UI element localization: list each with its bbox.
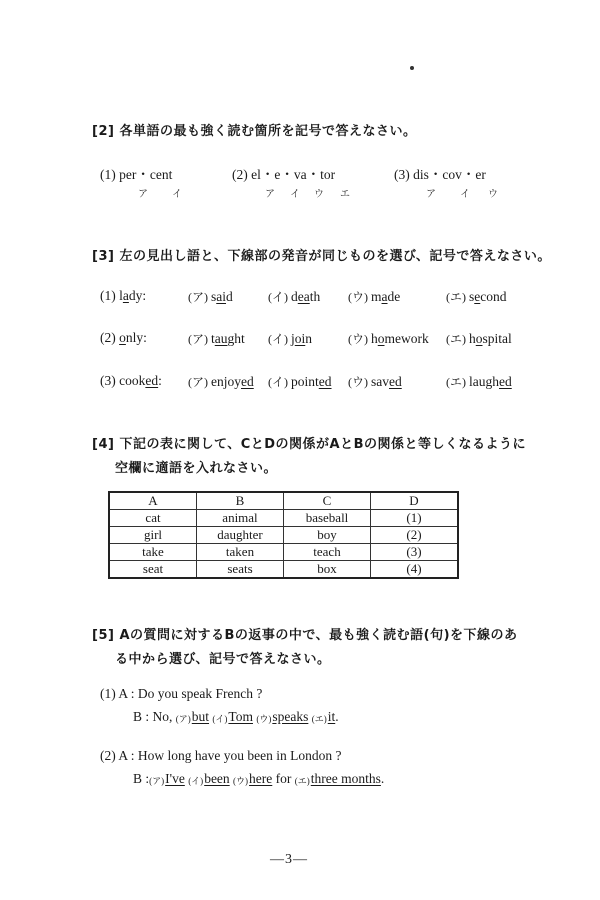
word-part: th bbox=[309, 289, 321, 304]
word-part: spital bbox=[482, 331, 512, 346]
table-header: D bbox=[371, 492, 459, 510]
table-row bbox=[109, 544, 458, 561]
choice-label: (エ) bbox=[294, 776, 310, 786]
option-label: (ウ) bbox=[348, 375, 368, 389]
period: . bbox=[335, 709, 339, 724]
word-part: sav bbox=[371, 374, 389, 389]
word-part: enjoy bbox=[211, 374, 241, 389]
underlined-part: o bbox=[377, 331, 385, 346]
option-label: (ア) bbox=[188, 375, 208, 389]
s2-item-2 bbox=[232, 163, 335, 183]
underlined-part: a bbox=[122, 288, 129, 303]
word-part: nly: bbox=[125, 330, 147, 345]
s2-kana-u: ウ bbox=[488, 189, 498, 200]
table-header: B bbox=[197, 492, 284, 510]
s2-kana-a: ア bbox=[138, 189, 148, 200]
section-4-heading-cont: 空欄に適語を入れなさい。 bbox=[115, 461, 278, 476]
word-part: cook bbox=[119, 373, 146, 388]
s3-option bbox=[188, 288, 233, 305]
choice-label: (エ) bbox=[311, 714, 327, 724]
underlined-choice: but bbox=[191, 709, 210, 724]
option-label: (ア) bbox=[188, 332, 208, 346]
page-number: —3— bbox=[270, 852, 308, 867]
underlined-part: o bbox=[119, 330, 126, 345]
s3-option bbox=[446, 330, 512, 347]
option-label: (ウ) bbox=[348, 332, 368, 346]
s5-q2-line-b bbox=[133, 771, 384, 787]
table-header: C bbox=[284, 492, 371, 510]
period: . bbox=[380, 771, 385, 786]
underlined-part: a bbox=[381, 289, 388, 304]
stray-mark bbox=[410, 66, 414, 70]
underlined-choice: it bbox=[327, 709, 336, 724]
option-label: (エ) bbox=[446, 290, 466, 304]
answer-blank: (3) bbox=[371, 544, 459, 561]
speaker-a-line: A : Do you speak French ? bbox=[118, 686, 263, 701]
table-cell: animal bbox=[197, 510, 284, 527]
choice-label: (ア) bbox=[149, 776, 165, 786]
word-part: h bbox=[371, 331, 378, 346]
s2-item-3 bbox=[394, 163, 486, 183]
word-part: point bbox=[291, 374, 319, 389]
s3-option bbox=[446, 373, 512, 390]
underlined-choice: Tom bbox=[228, 709, 253, 724]
word-part: mework bbox=[384, 331, 429, 346]
s2-item-num: (2) bbox=[232, 167, 248, 182]
s3-row-2-head bbox=[100, 330, 147, 346]
option-label: (エ) bbox=[446, 332, 466, 346]
word-part: de bbox=[387, 289, 401, 304]
word-part: s bbox=[211, 289, 217, 304]
s5-q1-line-a bbox=[100, 686, 262, 702]
underlined-part: au bbox=[214, 331, 228, 346]
table-row bbox=[109, 510, 458, 527]
s3-option bbox=[348, 330, 429, 347]
s2-item-word: el・e・va・tor bbox=[251, 167, 336, 182]
s5-q1-line-b bbox=[133, 709, 339, 725]
s3-option bbox=[446, 288, 507, 305]
s2-kana-i: イ bbox=[460, 189, 470, 200]
s2-kana-i: イ bbox=[172, 189, 182, 200]
s3-option bbox=[348, 288, 400, 305]
pair-table bbox=[108, 491, 459, 579]
s2-item-word: dis・cov・er bbox=[413, 167, 486, 182]
word-part: s bbox=[469, 289, 475, 304]
section-4-heading: [4] 下記の表に関して、CとDの関係がAとBの関係と等しくなるように bbox=[92, 437, 526, 452]
s2-kana-a: ア bbox=[265, 189, 275, 200]
s3-row-num: (2) bbox=[100, 330, 116, 345]
s2-item-num: (3) bbox=[394, 167, 410, 182]
s2-item-word: per・cent bbox=[119, 167, 173, 182]
underlined-part: ed bbox=[389, 374, 402, 389]
choice-label: (イ) bbox=[188, 776, 204, 786]
option-label: (イ) bbox=[268, 290, 288, 304]
table-row bbox=[109, 527, 458, 544]
underlined-part: o bbox=[475, 331, 483, 346]
table-cell: seat bbox=[109, 561, 197, 579]
speaker-a-line: A : How long have you been in London ? bbox=[118, 748, 342, 763]
word-part: h bbox=[469, 331, 476, 346]
table-cell: cat bbox=[109, 510, 197, 527]
section-3-heading: [3] 左の見出し語と、下線部の発音が同じものを選び、記号で答えなさい。 bbox=[92, 249, 551, 264]
word-part: ght bbox=[227, 331, 245, 346]
s3-option bbox=[268, 288, 320, 305]
choice-label: (ウ) bbox=[233, 776, 249, 786]
underlined-part: ed bbox=[145, 373, 159, 388]
answer-blank: (4) bbox=[371, 561, 459, 579]
table-cell: teach bbox=[284, 544, 371, 561]
s3-option bbox=[268, 373, 332, 390]
table-cell: take bbox=[109, 544, 197, 561]
table-cell: girl bbox=[109, 527, 197, 544]
plain-word: for bbox=[275, 771, 292, 786]
word-part: laugh bbox=[469, 374, 499, 389]
s3-row-3-head bbox=[100, 373, 162, 389]
s2-kana-i: イ bbox=[290, 189, 300, 200]
word-part: d bbox=[226, 289, 233, 304]
option-label: (ウ) bbox=[348, 290, 368, 304]
word-part: dy: bbox=[128, 288, 147, 303]
answer-blank: (2) bbox=[371, 527, 459, 544]
option-label: (イ) bbox=[268, 375, 288, 389]
speaker-b-prefix: B : No, bbox=[133, 709, 173, 724]
section-5-heading: [5] Aの質問に対するBの返事の中で、最も強く読む語(句)を下線のあ bbox=[92, 628, 518, 643]
s2-kana-a: ア bbox=[426, 189, 436, 200]
table-cell: box bbox=[284, 561, 371, 579]
choice-label: (イ) bbox=[212, 714, 228, 724]
s5-q2-line-a bbox=[100, 748, 341, 764]
s3-row-1-head bbox=[100, 288, 146, 304]
underlined-part: ai bbox=[216, 289, 227, 304]
s3-option bbox=[188, 330, 245, 347]
s2-item-1 bbox=[100, 163, 172, 183]
section-5-heading-cont: る中から選び、記号で答えなさい。 bbox=[115, 652, 331, 667]
word-part: n bbox=[305, 331, 313, 346]
table-row bbox=[109, 561, 458, 579]
underlined-part: e bbox=[474, 289, 481, 304]
word-part: m bbox=[371, 289, 382, 304]
s2-kana-e: エ bbox=[340, 189, 350, 200]
underlined-part: ed bbox=[318, 374, 332, 389]
underlined-choice: here bbox=[249, 771, 273, 786]
table-header: A bbox=[109, 492, 197, 510]
underlined-choice: speaks bbox=[272, 709, 309, 724]
underlined-part: ed bbox=[241, 374, 254, 389]
s5-q-num: (1) bbox=[100, 686, 116, 701]
s3-option bbox=[268, 330, 312, 347]
s3-row-num: (3) bbox=[100, 373, 116, 388]
table-header-row bbox=[109, 492, 458, 510]
speaker-b-prefix: B : bbox=[133, 771, 150, 786]
underlined-part: ea bbox=[297, 289, 310, 304]
option-label: (イ) bbox=[268, 332, 288, 346]
choice-label: (ウ) bbox=[256, 714, 272, 724]
option-label: (ア) bbox=[188, 290, 208, 304]
word-part: l bbox=[119, 288, 123, 303]
word-part: cond bbox=[480, 289, 507, 304]
s5-q-num: (2) bbox=[100, 748, 116, 763]
s2-kana-u: ウ bbox=[314, 189, 324, 200]
underlined-part: oi bbox=[294, 331, 306, 346]
underlined-choice: I've bbox=[165, 771, 185, 786]
table-cell: seats bbox=[197, 561, 284, 579]
section-2-heading: [2] 各単語の最も強く読む箇所を記号で答えなさい。 bbox=[92, 124, 417, 139]
word-part: t bbox=[211, 331, 215, 346]
s3-row-num: (1) bbox=[100, 288, 116, 303]
table-cell: daughter bbox=[197, 527, 284, 544]
table-cell: boy bbox=[284, 527, 371, 544]
table-cell: taken bbox=[197, 544, 284, 561]
underlined-choice: been bbox=[204, 771, 230, 786]
s3-option bbox=[188, 373, 254, 390]
underlined-choice: three months bbox=[310, 771, 381, 786]
word-part: : bbox=[158, 373, 162, 388]
word-part: d bbox=[291, 289, 298, 304]
answer-blank: (1) bbox=[371, 510, 459, 527]
option-label: (エ) bbox=[446, 375, 466, 389]
underlined-part: ed bbox=[499, 374, 512, 389]
word-part: j bbox=[291, 331, 295, 346]
choice-label: (ア) bbox=[175, 714, 191, 724]
s2-item-num: (1) bbox=[100, 167, 116, 182]
table-cell: baseball bbox=[284, 510, 371, 527]
s3-option bbox=[348, 373, 402, 390]
